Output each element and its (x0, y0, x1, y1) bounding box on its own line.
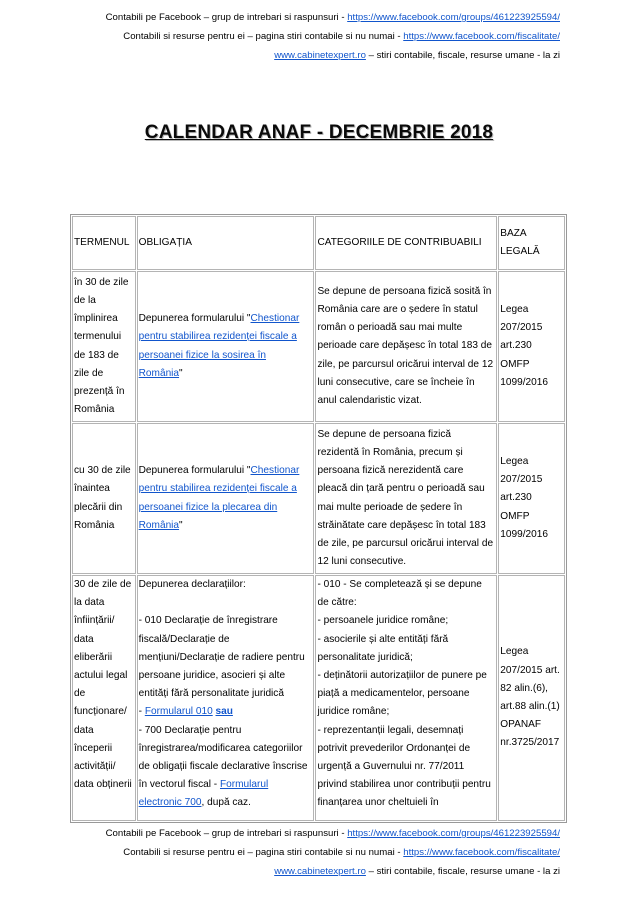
row1-obligatia (137, 271, 315, 422)
header-obligatia: OBLIGAȚIA (137, 216, 315, 270)
page-title: CALENDAR ANAF - DECEMBRIE 2018 (144, 122, 494, 143)
row3-obligatia (137, 575, 315, 821)
cat-item: - 010 - Se completează și se depune de către: (317, 579, 482, 609)
cat-item: - reprezentanții legali, desemnați potrivit prevederilor Ordonanței de urgență a Guvernului nr. 77/2011 privind stabilirea unor contribuții pentru finanțarea unor cheltuieli în (317, 724, 491, 809)
table-header-row (72, 216, 565, 270)
row3-termen: 30 de zile de la data înființării/ data eliberării actului legal de funcționare/ data începerii activității/ data obținerii (72, 575, 136, 821)
cabinetexpert-link[interactable]: www.cabinetexpert.ro (274, 866, 366, 877)
page-header (106, 8, 560, 65)
footer-text: Contabili pe Facebook – grup de intrebari si raspunsuri - (105, 828, 348, 839)
header-baza-line: LEGALĂ (500, 246, 540, 257)
footer-line-facebook-group (106, 824, 560, 843)
oblig-700-text: - 700 Declarație pentru înregistrarea/modificarea categoriilor de obligații fiscale declarative înscrise în vectorul fiscal - (138, 724, 308, 791)
footer-line-facebook-page (106, 843, 560, 862)
table-row (72, 575, 565, 821)
row1-categorii: Se depune de persoana fizică sosită în România care are o ședere în statul român o perioadă sau mai multe perioade care depășesc în total 183 de zile, pe parcursul oricărui interval de 12 luni consecutive, care se încheie în anul calendaristic vizat. (315, 271, 497, 422)
header-text: – stiri contabile, fiscale, resurse umane - la zi (365, 50, 560, 61)
row1-baza: Legea 207/2015 art.230 OMFP 1099/2016 (498, 271, 565, 422)
chestionar-sosire-link[interactable]: Chestionar pentru stabilirea rezidenței fiscale a persoanei fizice la sosirea în România (138, 313, 300, 379)
formular-700-link[interactable]: Formularul electronic 700 (138, 779, 269, 809)
header-line-facebook-group (106, 8, 560, 27)
row2-obligatia (137, 423, 315, 574)
facebook-group-link[interactable]: https://www.facebook.com/groups/461223925594/ (347, 12, 560, 23)
row1-termen: în 30 de zile de la împlinirea termenului de 183 de zile de prezență în România (72, 271, 136, 422)
oblig-010-text: - 010 Declarație de înregistrare fiscală/Declarație de mențiuni/Declarație de radiere pentru persoane juridice, asocieri și alte entități fără personalitate juridică (138, 615, 305, 700)
oblig-text: " (179, 519, 183, 531)
row2-categorii: Se depune de persoana fizică rezidentă în România, precum și persoana fizică nerezidentă care pleacă din țară pentru o perioadă sau mai multe perioade de ședere în străinătate care depășesc în total 183 de zile, pe parcursul oricărui interval de 12 luni consecutive. (315, 423, 497, 574)
header-text: Contabili pe Facebook – grup de intrebari si raspunsuri - (105, 12, 348, 23)
oblig-text: " (179, 367, 183, 379)
header-line-website (106, 46, 560, 65)
row2-baza: Legea 207/2015 art.230 OMFP 1099/2016 (498, 423, 565, 574)
row3-categorii (315, 575, 497, 821)
cat-item: - asocierile și alte entități fără personalitate juridică; (317, 633, 449, 663)
page-footer (106, 824, 560, 881)
header-text: Contabili si resurse pentru ei – pagina stiri contabile si nu numai - (123, 31, 404, 42)
oblig-010-block (139, 612, 313, 721)
sau-link[interactable]: sau (215, 706, 233, 718)
chestionar-plecare-link[interactable]: Chestionar pentru stabilirea rezidenței fiscale a persoanei fizice la plecarea din România (138, 465, 300, 531)
cabinetexpert-link[interactable]: www.cabinetexpert.ro (274, 50, 366, 61)
facebook-group-link[interactable]: https://www.facebook.com/groups/461223925594/ (347, 828, 560, 839)
row3-baza: Legea 207/2015 art. 82 alin.(6), art.88 alin.(1) OPANAF nr.3725/2017 (498, 575, 565, 821)
facebook-page-link[interactable]: https://www.facebook.com/fiscalitate/ (403, 31, 560, 42)
footer-text: – stiri contabile, fiscale, resurse umane - la zi (365, 866, 560, 877)
oblig-text: , după caz. (201, 797, 251, 809)
table-row (72, 271, 565, 422)
calendar-table (70, 214, 567, 823)
cat-item: - deținătorii autorizațiilor de punere pe piață a medicamentelor, persoane juridice române; (317, 670, 487, 718)
footer-line-website (106, 862, 560, 881)
facebook-page-link[interactable]: https://www.facebook.com/fiscalitate/ (403, 847, 560, 858)
formular-010-link[interactable]: Formularul 010 (144, 706, 213, 718)
oblig-intro: Depunerea declarațiilor: (138, 579, 246, 590)
blank-line (139, 594, 313, 612)
cat-item: - persoanele juridice române; (317, 615, 449, 627)
oblig-text: - (138, 706, 145, 718)
oblig-text: Depunerea formularului " (138, 465, 251, 477)
header-termen: TERMENUL (72, 216, 136, 270)
header-categorii: CATEGORIILE DE CONTRIBUABILI (315, 216, 497, 270)
row2-termen: cu 30 de zile înaintea plecării din România (72, 423, 136, 574)
oblig-text: Depunerea formularului " (138, 313, 251, 325)
footer-text: Contabili si resurse pentru ei – pagina stiri contabile si nu numai - (123, 847, 404, 858)
oblig-700-block (139, 722, 313, 813)
table-row (72, 423, 565, 574)
header-baza-line: BAZA (500, 227, 527, 239)
header-baza (498, 216, 565, 270)
header-line-facebook-page (106, 27, 560, 46)
